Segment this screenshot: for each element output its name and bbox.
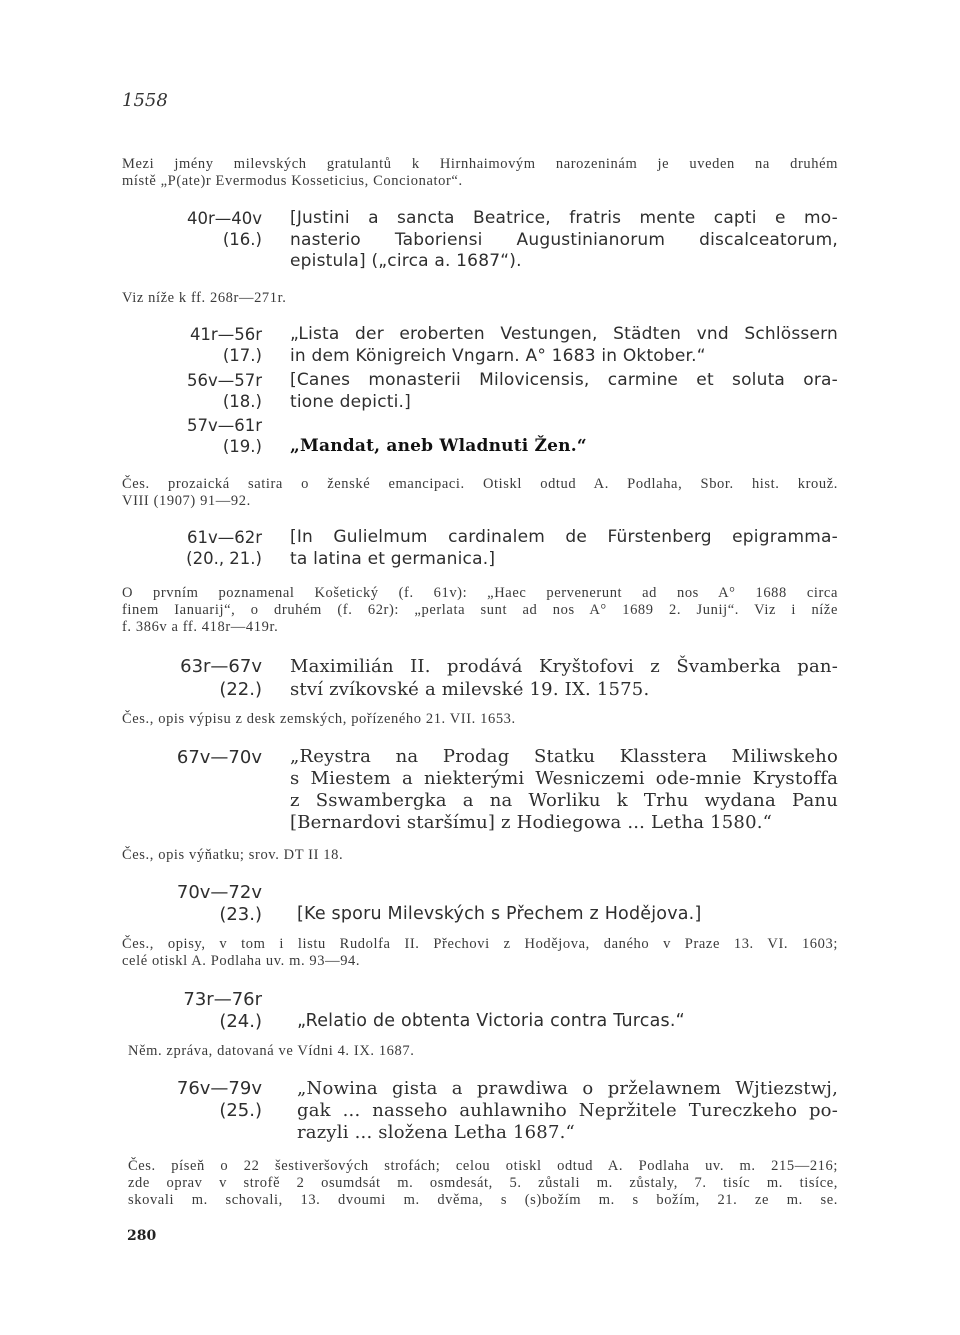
- note-line: finem Ianuarij“, o druhém (f. 62r): „perlata sunt ad nos A° 1689 2. Junij“. Viz i níže: [122, 602, 838, 618]
- entry-text: [297, 1011, 838, 1033]
- entry-folios: [150, 324, 262, 366]
- entry-line: [Canes monasterii Milovicensis, carmine et soluta ora-: [290, 370, 838, 390]
- entry-note: [122, 476, 838, 510]
- entry-note: Čes., opis výpisu z desk zemských, pořízeného 21. VII. 1653.: [122, 711, 516, 727]
- entry-text: [290, 746, 838, 834]
- entry-number: (17.): [222, 346, 262, 365]
- entry-line: [In Gulielmum cardinalem de Fürstenberg epigramma-: [290, 527, 838, 547]
- entry-line: razyli ... složena Letha 1687.“: [297, 1122, 575, 1143]
- entry-number: (22.): [219, 679, 262, 700]
- entry-folios: [150, 208, 262, 250]
- note-line: Čes. píseň o 22 šestiveršových strofách; celou otiskl odtud A. Podlaha uv. m. 215—216;: [128, 1158, 838, 1174]
- folio-range: 61v—62r: [186, 528, 262, 547]
- entry-folios: [150, 1078, 262, 1122]
- note-line: Čes. prozaická satira o ženské emancipaci. Otiskl odtud A. Podlaha, Sbor. hist. krouž.: [122, 476, 838, 492]
- note-line: O prvním poznamenal Košetický (f. 61v): „Haec pervenerunt ad nos A° 1688 circa: [122, 585, 838, 601]
- note-line: VIII (1907) 91—92.: [122, 493, 251, 509]
- entry-number: (16.): [222, 230, 262, 249]
- footer-number: 280: [127, 1228, 157, 1244]
- entry-note: [122, 585, 838, 636]
- entry-text: [290, 324, 838, 367]
- folio-range: 73r—76r: [183, 989, 262, 1010]
- folio-range: 70v—72v: [176, 882, 262, 903]
- entry-folios: [150, 746, 262, 769]
- entry-note: [122, 936, 838, 970]
- note-line: celé otiskl A. Podlaha uv. m. 93—94.: [122, 953, 361, 969]
- entry-line: ta latina et germanica.]: [290, 548, 496, 569]
- entry-number: (23.): [219, 904, 262, 925]
- entry-folios: [150, 989, 262, 1033]
- entry-text: [297, 1078, 838, 1144]
- note-line: zde oprav v strofě 2 osumdsát m. osmdesát, 5. zůstali m. zůstaly, 7. tisíc m. tisíce,: [128, 1175, 838, 1191]
- note-line: f. 386v a ff. 418r—419r.: [122, 619, 279, 635]
- entry-folios: [150, 527, 262, 569]
- entry-text: [290, 208, 838, 273]
- entry-line: gak ... nasseho auhlawniho Nepržitele Tureczkeho po-: [297, 1100, 838, 1121]
- entry-text: [290, 436, 838, 458]
- entry-folios: [150, 415, 262, 457]
- entry-line: s Miestem a niekterými Wesniczemi ode-mnie Krystoffa: [290, 768, 838, 789]
- entry-line: in dem Königreich Vngarn. A° 1683 in Oktober.“: [290, 345, 706, 366]
- folio-range: 41r—56r: [189, 325, 262, 344]
- entry-text: [297, 904, 838, 926]
- entry-line: [Ke sporu Milevských s Přechem z Hodějova.]: [297, 904, 702, 924]
- entry-line: „Mandat, aneb Wladnuti Žen.“: [290, 436, 587, 456]
- intro-line: Mezi jmény milevských gratulantů k Hirnhaimovým narozeninám je uveden na druhém: [122, 156, 838, 172]
- entry-note: [128, 1158, 838, 1209]
- entry-folios: [150, 882, 262, 926]
- folio-range: 57v—61r: [186, 416, 262, 435]
- entry-line: epistula] („circa a. 1687“).: [290, 251, 522, 271]
- intro-line: místě „P(ate)r Evermodus Kosseticius, Concionator“.: [122, 173, 463, 189]
- entry-line: [Bernardovi staršímu] z Hodiegowa ... Letha 1580.“: [290, 812, 773, 833]
- entry-number: (24.): [219, 1011, 262, 1032]
- note-line: skovali m. schovali, 13. dvoumi m. dvěma, s (s)božím m. s božím, 21. ze m. se.: [128, 1192, 838, 1208]
- entry-number: (19.): [222, 437, 262, 456]
- entry-text: [290, 655, 838, 701]
- folio-range: 67v—70v: [176, 747, 262, 768]
- entry-line: nasterio Taboriensi Augustinianorum discalceatorum,: [290, 229, 838, 250]
- entry-line: „Lista der eroberten Vestungen, Städten vnd Schlössern: [290, 324, 838, 344]
- note-line: Čes., opisy, v tom i listu Rudolfa II. Přechovi z Hodějova, daného v Praze 13. VI. 1603;: [122, 936, 838, 952]
- entry-number: (18.): [222, 392, 262, 411]
- entry-folios: [150, 655, 262, 701]
- entry-folios: [150, 370, 262, 412]
- entry-line: „Reystra na Prodag Statku Klasstera Miliwskeho: [290, 746, 838, 767]
- entry-number: (25.): [219, 1100, 262, 1121]
- entry-number: (20., 21.): [186, 549, 262, 568]
- folio-range: 63r—67v: [180, 656, 262, 677]
- folio-range: 56v—57r: [186, 371, 262, 390]
- entry-line: z Sswambergka a na Worliku k Trhu wydana Panu: [290, 790, 838, 811]
- intro-note: [122, 156, 838, 190]
- entry-line: tione depicti.]: [290, 391, 411, 412]
- entry-note: Čes., opis výňatku; srov. DT II 18.: [122, 847, 344, 863]
- folio-range: 40r—40v: [186, 209, 262, 228]
- entry-line: [Justini a sancta Beatrice, fratris mente capti e mo-: [290, 208, 838, 228]
- entry-note: Viz níže k ff. 268r—271r.: [122, 290, 287, 306]
- entry-note: Něm. zpráva, datovaná ve Vídni 4. IX. 1687.: [128, 1043, 415, 1059]
- entry-line: „Relatio de obtenta Victoria contra Turcas.“: [297, 1011, 685, 1031]
- entry-text: [290, 370, 838, 413]
- entry-line: Maximilián II. prodává Kryštofovi z Švamberka pan-: [290, 656, 838, 677]
- folio-range: 76v—79v: [176, 1078, 262, 1099]
- entry-line: ství zvíkovské a milevské 19. IX. 1575.: [290, 679, 650, 700]
- page-number: 1558: [122, 90, 168, 111]
- entry-text: [290, 527, 838, 570]
- entry-line: „Nowina gista a prawdiwa o prželawnem Wjtiezstwj,: [297, 1078, 838, 1099]
